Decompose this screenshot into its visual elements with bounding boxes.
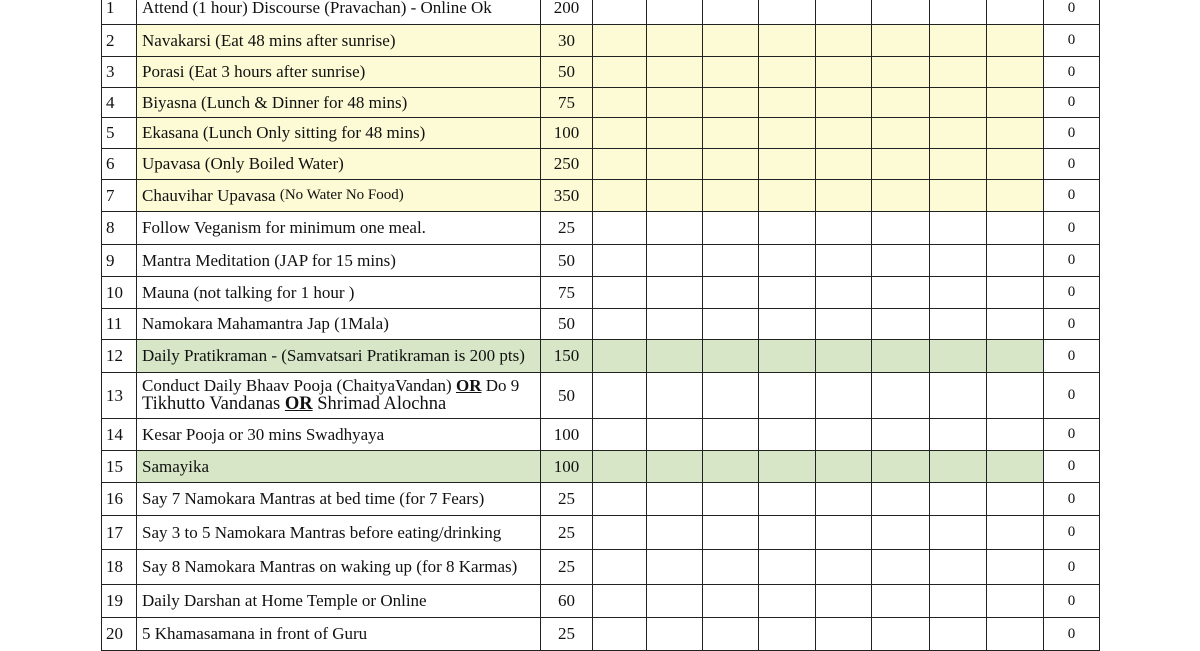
- day-entry-cell[interactable]: [815, 516, 871, 550]
- day-entry-cell[interactable]: [758, 550, 815, 585]
- row-number: 16: [101, 483, 136, 516]
- activity-name: [136, 118, 540, 149]
- day-entry-cell[interactable]: [871, 340, 929, 373]
- day-entry-cell[interactable]: [592, 550, 646, 585]
- activity-text: Ekasana (Lunch Only sitting for 48 mins): [142, 123, 426, 143]
- row-total: 0: [1043, 25, 1100, 57]
- day-entry-cell[interactable]: [758, 0, 815, 25]
- day-entry-cell[interactable]: [815, 149, 871, 180]
- day-entry-cell[interactable]: [592, 419, 646, 451]
- activity-text: Attend (1 hour) Discourse (Pravachan) - Online Ok: [142, 0, 492, 18]
- day-entry-cell[interactable]: [758, 149, 815, 180]
- activity-name: [136, 0, 540, 25]
- day-entry-cell[interactable]: [592, 245, 646, 277]
- day-entry-cell[interactable]: [592, 212, 646, 245]
- day-entry-cell[interactable]: [871, 245, 929, 277]
- day-entry-cell[interactable]: [702, 483, 758, 516]
- day-entry-cell[interactable]: [702, 340, 758, 373]
- day-entry-cell[interactable]: [702, 618, 758, 651]
- day-entry-cell[interactable]: [929, 212, 986, 245]
- day-entry-cell[interactable]: [929, 451, 986, 483]
- row-number: 13: [101, 373, 136, 419]
- day-entry-cell[interactable]: [592, 585, 646, 618]
- row-total: 0: [1043, 309, 1100, 340]
- activity-name: [136, 309, 540, 340]
- day-entry-cell[interactable]: [758, 585, 815, 618]
- table-row: [0, 516, 1200, 550]
- activity-name: [136, 516, 540, 550]
- day-entry-cell[interactable]: [758, 419, 815, 451]
- activity-text: Say 8 Namokara Mantras on waking up (for 8 Karmas): [142, 557, 518, 577]
- day-entry-cell[interactable]: [986, 618, 1043, 651]
- day-entry-cell[interactable]: [758, 118, 815, 149]
- day-entry-cell[interactable]: [815, 373, 871, 419]
- points-value: 100: [540, 451, 592, 483]
- table-row: [0, 88, 1200, 118]
- day-entry-cell[interactable]: [815, 451, 871, 483]
- activity-text: Tikhutto Vandanas: [142, 393, 281, 414]
- day-entry-cell[interactable]: [702, 419, 758, 451]
- row-number: 1: [101, 0, 136, 25]
- points-value: 75: [540, 277, 592, 309]
- activity-name: [136, 57, 540, 88]
- row-number: 2: [101, 25, 136, 57]
- table-row: [0, 212, 1200, 245]
- day-entry-cell[interactable]: [702, 277, 758, 309]
- day-entry-cell[interactable]: [702, 0, 758, 25]
- day-entry-cell[interactable]: [986, 483, 1043, 516]
- day-entry-cell[interactable]: [646, 585, 702, 618]
- activity-name: [136, 340, 540, 373]
- day-entry-cell[interactable]: [986, 516, 1043, 550]
- activity-name: [136, 212, 540, 245]
- day-entry-cell[interactable]: [592, 373, 646, 419]
- day-entry-cell[interactable]: [646, 373, 702, 419]
- row-number: 20: [101, 618, 136, 651]
- activity-note: (No Water No Food): [279, 186, 404, 203]
- day-entry-cell[interactable]: [646, 483, 702, 516]
- day-entry-cell[interactable]: [758, 309, 815, 340]
- activity-name: [136, 451, 540, 483]
- day-entry-cell[interactable]: [702, 585, 758, 618]
- activity-text: Samayika: [142, 456, 210, 476]
- table-row: [0, 0, 1200, 25]
- day-entry-cell[interactable]: [986, 340, 1043, 373]
- day-entry-cell[interactable]: [986, 118, 1043, 149]
- day-entry-cell[interactable]: [815, 340, 871, 373]
- row-total: 0: [1043, 57, 1100, 88]
- day-entry-cell[interactable]: [929, 550, 986, 585]
- day-entry-cell[interactable]: [986, 277, 1043, 309]
- day-entry-cell[interactable]: [646, 340, 702, 373]
- day-entry-cell[interactable]: [986, 0, 1043, 25]
- day-entry-cell[interactable]: [646, 180, 702, 212]
- row-number: 4: [101, 88, 136, 118]
- day-entry-cell[interactable]: [929, 585, 986, 618]
- day-entry-cell[interactable]: [702, 550, 758, 585]
- day-entry-cell[interactable]: [815, 245, 871, 277]
- row-total: 0: [1043, 419, 1100, 451]
- activity-name: [136, 149, 540, 180]
- activity-name: [136, 585, 540, 618]
- day-entry-cell[interactable]: [592, 57, 646, 88]
- activity-text: Navakarsi (Eat 48 mins after sunrise): [142, 30, 396, 50]
- day-entry-cell[interactable]: [815, 309, 871, 340]
- day-entry-cell[interactable]: [929, 516, 986, 550]
- table-row: [0, 180, 1200, 212]
- day-entry-cell[interactable]: [758, 516, 815, 550]
- day-entry-cell[interactable]: [871, 180, 929, 212]
- activity-text: Porasi (Eat 3 hours after sunrise): [142, 62, 366, 82]
- day-entry-cell[interactable]: [815, 118, 871, 149]
- points-value: 60: [540, 585, 592, 618]
- row-number: 7: [101, 180, 136, 212]
- day-entry-cell[interactable]: [986, 309, 1043, 340]
- day-entry-cell[interactable]: [646, 118, 702, 149]
- day-entry-cell[interactable]: [871, 212, 929, 245]
- row-number: 9: [101, 245, 136, 277]
- day-entry-cell[interactable]: [702, 309, 758, 340]
- day-entry-cell[interactable]: [986, 149, 1043, 180]
- day-entry-cell[interactable]: [592, 483, 646, 516]
- day-entry-cell[interactable]: [871, 309, 929, 340]
- day-entry-cell[interactable]: [929, 57, 986, 88]
- table-row: [0, 340, 1200, 373]
- day-entry-cell[interactable]: [758, 451, 815, 483]
- day-entry-cell[interactable]: [871, 451, 929, 483]
- activity-text: Say 7 Namokara Mantras at bed time (for 7 Fears): [142, 489, 485, 509]
- activity-text: Kesar Pooja or 30 mins Swadhyaya: [142, 424, 385, 444]
- day-entry-cell[interactable]: [646, 516, 702, 550]
- day-entry-cell[interactable]: [815, 483, 871, 516]
- day-entry-cell[interactable]: [929, 245, 986, 277]
- row-number: 12: [101, 340, 136, 373]
- day-entry-cell[interactable]: [592, 516, 646, 550]
- day-entry-cell[interactable]: [646, 0, 702, 25]
- day-entry-cell[interactable]: [702, 451, 758, 483]
- activity-name: [136, 180, 540, 212]
- day-entry-cell[interactable]: [929, 88, 986, 118]
- row-number: 8: [101, 212, 136, 245]
- day-entry-cell[interactable]: [592, 149, 646, 180]
- activity-text: Daily Darshan at Home Temple or Online: [142, 591, 427, 611]
- day-entry-cell[interactable]: [871, 419, 929, 451]
- points-value: 50: [540, 57, 592, 88]
- day-entry-cell[interactable]: [871, 516, 929, 550]
- activity-name: [136, 550, 540, 585]
- row-total: 0: [1043, 451, 1100, 483]
- activity-text: Namokara Mahamantra Jap (1Mala): [142, 314, 389, 334]
- day-entry-cell[interactable]: [646, 451, 702, 483]
- activity-text: 5 Khamasamana in front of Guru: [142, 624, 368, 644]
- points-value: 50: [540, 245, 592, 277]
- day-entry-cell[interactable]: [871, 57, 929, 88]
- points-value: 25: [540, 516, 592, 550]
- table-row: [0, 245, 1200, 277]
- day-entry-cell[interactable]: [986, 212, 1043, 245]
- points-value: 50: [540, 373, 592, 419]
- or-emphasis: OR: [284, 393, 313, 414]
- day-entry-cell[interactable]: [929, 180, 986, 212]
- day-entry-cell[interactable]: [929, 340, 986, 373]
- day-entry-cell[interactable]: [815, 618, 871, 651]
- day-entry-cell[interactable]: [815, 0, 871, 25]
- points-value: 100: [540, 118, 592, 149]
- day-entry-cell[interactable]: [646, 212, 702, 245]
- day-entry-cell[interactable]: [929, 483, 986, 516]
- day-entry-cell[interactable]: [758, 618, 815, 651]
- day-entry-cell[interactable]: [646, 419, 702, 451]
- row-number: 3: [101, 57, 136, 88]
- activity-name: [136, 245, 540, 277]
- row-total: 0: [1043, 483, 1100, 516]
- day-entry-cell[interactable]: [871, 118, 929, 149]
- activity-name: [136, 419, 540, 451]
- day-entry-cell[interactable]: [758, 180, 815, 212]
- activity-name: [136, 483, 540, 516]
- row-number: 10: [101, 277, 136, 309]
- day-entry-cell[interactable]: [929, 618, 986, 651]
- day-entry-cell[interactable]: [758, 212, 815, 245]
- day-entry-cell[interactable]: [871, 25, 929, 57]
- activity-text: Daily Pratikraman - (Samvatsari Pratikraman is 200 pts): [142, 346, 525, 366]
- day-entry-cell[interactable]: [986, 57, 1043, 88]
- table-row: [0, 309, 1200, 340]
- activity-text: Do 9: [485, 375, 520, 395]
- table-row: [0, 451, 1200, 483]
- row-total: 0: [1043, 245, 1100, 277]
- points-value: 25: [540, 212, 592, 245]
- day-entry-cell[interactable]: [929, 149, 986, 180]
- row-total: 0: [1043, 340, 1100, 373]
- day-entry-cell[interactable]: [592, 0, 646, 25]
- row-total: 0: [1043, 88, 1100, 118]
- activity-text: Follow Veganism for minimum one meal.: [142, 218, 426, 238]
- activity-line-2: [142, 395, 446, 414]
- day-entry-cell[interactable]: [702, 118, 758, 149]
- day-entry-cell[interactable]: [646, 88, 702, 118]
- day-entry-cell[interactable]: [986, 419, 1043, 451]
- row-total: 0: [1043, 212, 1100, 245]
- day-entry-cell[interactable]: [815, 57, 871, 88]
- day-entry-cell[interactable]: [758, 483, 815, 516]
- activity-name: [136, 25, 540, 57]
- points-value: 50: [540, 309, 592, 340]
- day-entry-cell[interactable]: [871, 88, 929, 118]
- day-entry-cell[interactable]: [592, 309, 646, 340]
- row-number: 15: [101, 451, 136, 483]
- activity-line-1: [142, 377, 519, 395]
- day-entry-cell[interactable]: [929, 0, 986, 25]
- row-number: 14: [101, 419, 136, 451]
- table-row: [0, 585, 1200, 618]
- table-row: [0, 118, 1200, 149]
- table-row: [0, 550, 1200, 585]
- day-entry-cell[interactable]: [592, 618, 646, 651]
- day-entry-cell[interactable]: [929, 118, 986, 149]
- day-entry-cell[interactable]: [815, 88, 871, 118]
- activity-text: Upavasa (Only Boiled Water): [142, 154, 344, 174]
- day-entry-cell[interactable]: [815, 25, 871, 57]
- day-entry-cell[interactable]: [702, 88, 758, 118]
- day-entry-cell[interactable]: [815, 585, 871, 618]
- points-value: 250: [540, 149, 592, 180]
- activity-text: Mantra Meditation (JAP for 15 mins): [142, 250, 396, 270]
- day-entry-cell[interactable]: [702, 373, 758, 419]
- day-entry-cell[interactable]: [815, 277, 871, 309]
- row-number: 19: [101, 585, 136, 618]
- day-entry-cell[interactable]: [758, 25, 815, 57]
- day-entry-cell[interactable]: [986, 25, 1043, 57]
- activity-name: [136, 373, 540, 419]
- points-value: 100: [540, 419, 592, 451]
- activity-text: Conduct Daily Bhaav Pooja (ChaityaVandan): [142, 375, 452, 395]
- row-total: 0: [1043, 180, 1100, 212]
- row-total: 0: [1043, 149, 1100, 180]
- day-entry-cell[interactable]: [702, 245, 758, 277]
- activity-name: [136, 618, 540, 651]
- day-entry-cell[interactable]: [871, 483, 929, 516]
- row-number: 5: [101, 118, 136, 149]
- day-entry-cell[interactable]: [871, 149, 929, 180]
- day-entry-cell[interactable]: [592, 451, 646, 483]
- day-entry-cell[interactable]: [758, 373, 815, 419]
- table-row: [0, 618, 1200, 651]
- row-total: 0: [1043, 118, 1100, 149]
- points-value: 25: [540, 550, 592, 585]
- row-total: 0: [1043, 373, 1100, 419]
- day-entry-cell[interactable]: [758, 245, 815, 277]
- table-row: [0, 25, 1200, 57]
- table-row: [0, 277, 1200, 309]
- row-total: 0: [1043, 277, 1100, 309]
- day-entry-cell[interactable]: [592, 88, 646, 118]
- activity-text: Biyasna (Lunch & Dinner for 48 mins): [142, 92, 408, 112]
- day-entry-cell[interactable]: [815, 550, 871, 585]
- day-entry-cell[interactable]: [871, 0, 929, 25]
- day-entry-cell[interactable]: [758, 277, 815, 309]
- points-value: 25: [540, 618, 592, 651]
- day-entry-cell[interactable]: [592, 118, 646, 149]
- day-entry-cell[interactable]: [871, 618, 929, 651]
- day-entry-cell[interactable]: [702, 25, 758, 57]
- day-entry-cell[interactable]: [592, 180, 646, 212]
- day-entry-cell[interactable]: [871, 550, 929, 585]
- day-entry-cell[interactable]: [815, 212, 871, 245]
- activity-text: Mauna (not talking for 1 hour ): [142, 282, 355, 302]
- row-number: 17: [101, 516, 136, 550]
- day-entry-cell[interactable]: [646, 309, 702, 340]
- table-row: [0, 373, 1200, 419]
- day-entry-cell[interactable]: [815, 419, 871, 451]
- activity-text: Shrimad Alochna: [317, 393, 447, 414]
- points-value: 200: [540, 0, 592, 25]
- day-entry-cell[interactable]: [592, 25, 646, 57]
- day-entry-cell[interactable]: [702, 212, 758, 245]
- activity-text: Chauvihar Upavasa: [142, 185, 276, 205]
- day-entry-cell[interactable]: [646, 57, 702, 88]
- day-entry-cell[interactable]: [815, 180, 871, 212]
- day-entry-cell[interactable]: [646, 550, 702, 585]
- table-row: [0, 419, 1200, 451]
- day-entry-cell[interactable]: [702, 149, 758, 180]
- day-entry-cell[interactable]: [702, 180, 758, 212]
- day-entry-cell[interactable]: [929, 277, 986, 309]
- points-value: 25: [540, 483, 592, 516]
- or-emphasis: OR: [455, 375, 482, 395]
- day-entry-cell[interactable]: [929, 373, 986, 419]
- activity-name: [136, 277, 540, 309]
- day-entry-cell[interactable]: [592, 340, 646, 373]
- row-number: 18: [101, 550, 136, 585]
- day-entry-cell[interactable]: [871, 277, 929, 309]
- day-entry-cell[interactable]: [986, 373, 1043, 419]
- row-total: 0: [1043, 0, 1100, 25]
- day-entry-cell[interactable]: [758, 88, 815, 118]
- row-number: 11: [101, 309, 136, 340]
- day-entry-cell[interactable]: [929, 309, 986, 340]
- day-entry-cell[interactable]: [646, 149, 702, 180]
- day-entry-cell[interactable]: [986, 245, 1043, 277]
- day-entry-cell[interactable]: [592, 277, 646, 309]
- day-entry-cell[interactable]: [986, 550, 1043, 585]
- day-entry-cell[interactable]: [871, 585, 929, 618]
- day-entry-cell[interactable]: [929, 25, 986, 57]
- row-total: 0: [1043, 585, 1100, 618]
- day-entry-cell[interactable]: [758, 340, 815, 373]
- day-entry-cell[interactable]: [702, 57, 758, 88]
- points-value: 150: [540, 340, 592, 373]
- day-entry-cell[interactable]: [929, 419, 986, 451]
- day-entry-cell[interactable]: [758, 57, 815, 88]
- points-value: 30: [540, 25, 592, 57]
- activity-name: [136, 88, 540, 118]
- day-entry-cell[interactable]: [702, 516, 758, 550]
- row-total: 0: [1043, 550, 1100, 585]
- row-number: 6: [101, 149, 136, 180]
- day-entry-cell[interactable]: [871, 373, 929, 419]
- table-row: [0, 57, 1200, 88]
- points-value: 75: [540, 88, 592, 118]
- day-entry-cell[interactable]: [986, 180, 1043, 212]
- day-entry-cell[interactable]: [986, 88, 1043, 118]
- table-row: [0, 149, 1200, 180]
- table-row: [0, 483, 1200, 516]
- day-entry-cell[interactable]: [986, 451, 1043, 483]
- activity-text: Say 3 to 5 Namokara Mantras before eating/drinking: [142, 522, 502, 542]
- day-entry-cell[interactable]: [646, 618, 702, 651]
- day-entry-cell[interactable]: [646, 277, 702, 309]
- points-value: 350: [540, 180, 592, 212]
- row-total: 0: [1043, 516, 1100, 550]
- day-entry-cell[interactable]: [646, 25, 702, 57]
- day-entry-cell[interactable]: [986, 585, 1043, 618]
- day-entry-cell[interactable]: [646, 245, 702, 277]
- row-total: 0: [1043, 618, 1100, 651]
